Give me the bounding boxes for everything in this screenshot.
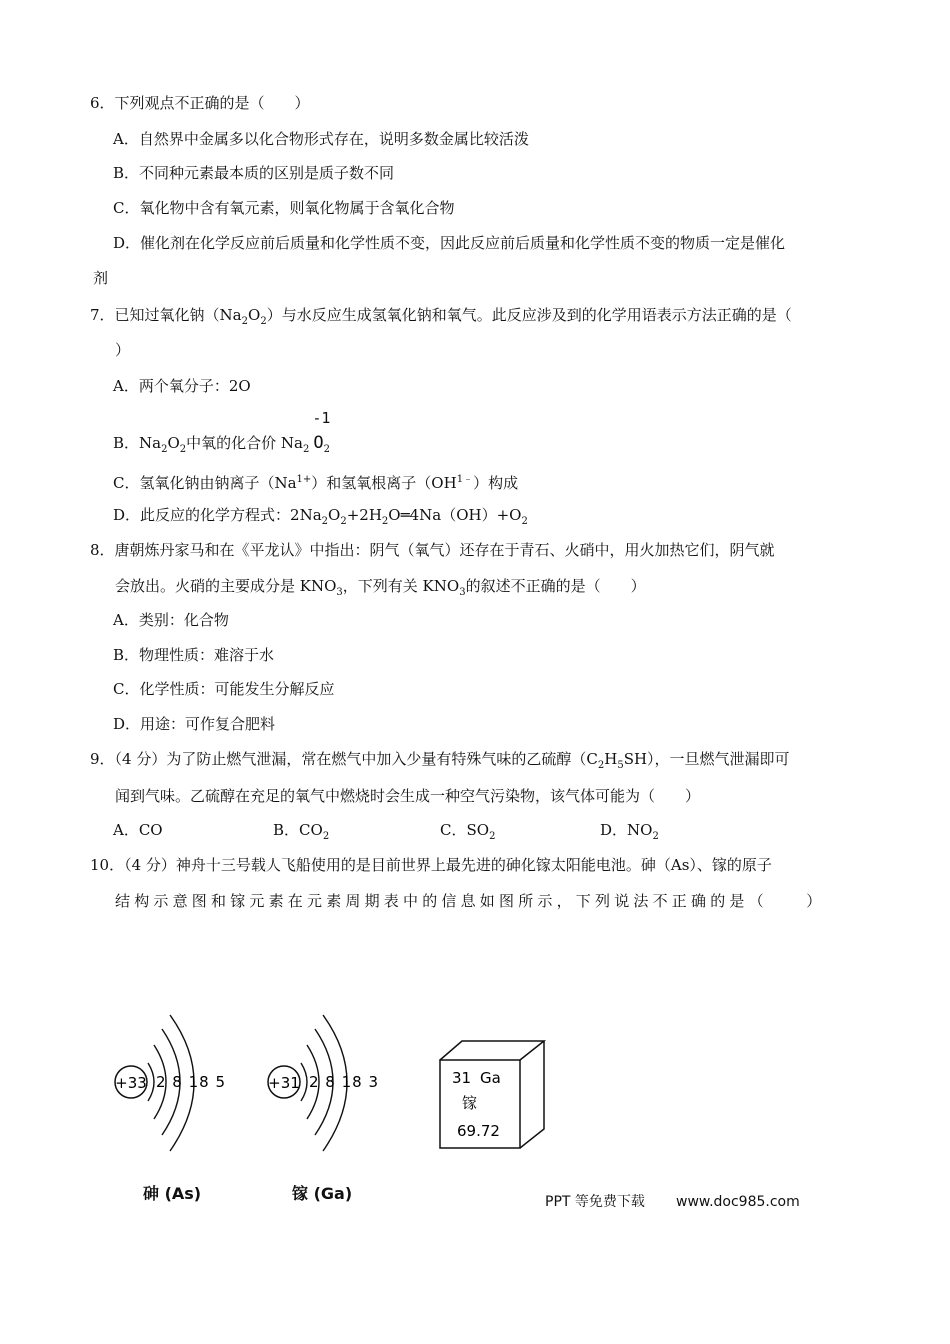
question-8-option-c: C．化学性质：可能发生分解反应 <box>113 680 335 698</box>
question-6-option-a: A．自然界中金属多以化合物形式存在，说明多数金属比较活泼 <box>113 130 529 148</box>
arsenic-nucleus-charge: +33 <box>115 1074 147 1092</box>
footer-text: PPT 等免费下载 <box>545 1194 645 1210</box>
question-10-stem: 10．（4 分）神舟十三号载人飞船使用的是目前世界上最先进的砷化镓太阳能电池。砷（As）、镓的原子 <box>90 856 772 874</box>
question-9-option-d: D．$NO_2$ <box>600 821 659 842</box>
question-9-stem-wrap: 闻到气味。乙硫醇在充足的氧气中燃烧时会生成一种空气污染物，该气体可能为（ ） <box>115 787 701 805</box>
gallium-label: 镓 (Ga) <box>292 1184 353 1203</box>
question-7-option-c: C．氢氧化钠由钠离子$(Na^{1+})$和氢氧根离子$(OH^{1﹣})$构成 <box>113 474 519 492</box>
footer-site: www.doc985.com <box>676 1194 800 1210</box>
question-7-stem: 7．已知过氧化钠$(Na_2O_2)$与水反应生成氢氧化钠和氧气。此反应涉及到的化学用语表示方法正确的是（ <box>90 306 792 327</box>
gallium-electron-counts: 2 8 18 3 <box>309 1073 380 1091</box>
cell-atomic-number: 31 <box>452 1069 472 1087</box>
cell-top-face <box>440 1041 544 1060</box>
cell-atomic-mass: 69.72 <box>457 1122 500 1140</box>
question-7-option-a: A．两个氧分子：2O <box>113 377 251 395</box>
arsenic-electron-counts: 2 8 18 5 <box>156 1073 227 1091</box>
question-9-option-b: B．$CO_2$ <box>273 821 330 842</box>
question-9-stem: 9．（4 分）为了防止燃气泄漏，常在燃气中加入少量有特殊气味的乙硫醇$(C_2H_5SH)$，一旦燃气泄漏即可 <box>90 750 790 771</box>
question-9-option-a: A．CO <box>113 821 163 839</box>
cell-element-symbol: Ga <box>480 1069 501 1087</box>
gallium-periodic-cell <box>440 1041 544 1148</box>
question-7-option-b: B．$Na_2O_2$中氧的化合价 $Na_2$ -1 $O_2$ <box>113 409 331 455</box>
question-6-option-b: B．不同种元素最本质的区别是质子数不同 <box>113 164 395 182</box>
question-7-stem-wrap: ） <box>115 341 131 359</box>
gallium-shell-1 <box>301 1063 307 1101</box>
gallium-atom-diagram <box>268 1015 379 1151</box>
question-7-option-d: D．此反应的化学方程式：$2Na_2O_2+2H_2O═4Na(OH)+O_2$ <box>113 506 528 527</box>
question-8-option-a: A．类别：化合物 <box>113 611 229 629</box>
cell-element-name: 镓 <box>462 1094 478 1112</box>
question-6-option-c: C．氧化物中含有氧元素，则氧化物属于含氧化合物 <box>113 199 455 217</box>
arsenic-atom-diagram <box>115 1015 226 1151</box>
question-8-option-d: D．用途：可作复合肥料 <box>113 715 276 733</box>
question-9-option-c: C．$SO_2$ <box>440 821 496 842</box>
gallium-nucleus-charge: +31 <box>268 1074 300 1092</box>
question-8-option-b: B．物理性质：难溶于水 <box>113 646 275 664</box>
arsenic-shell-1 <box>148 1063 154 1101</box>
valence-label: -1 <box>312 409 331 427</box>
question-8-stem: 8．唐朝炼丹家马和在《平龙认》中指出：阴气（氧气）还存在于青石、火硝中，用火加热它们，阴气就 <box>90 541 775 559</box>
arsenic-label: 砷 (As) <box>143 1184 202 1203</box>
question-6-option-d: D．催化剂在化学反应前后质量和化学性质不变，因此反应前后质量和化学性质不变的物质一定是催化 <box>113 234 786 252</box>
question-8-stem-wrap: 会放出。火硝的主要成分是 $KNO_3$，下列有关 $KNO_3$的叙述不正确的是（ ） <box>115 577 646 598</box>
question-6-option-d-wrap: 剂 <box>93 269 109 287</box>
question-6-stem: 6．下列观点不正确的是（ ） <box>90 94 310 112</box>
question-10-stem-wrap: 结构示意图和镓元素在元素周期表中的信息如图所示，下列说法不正确的是（ ） <box>115 892 826 910</box>
